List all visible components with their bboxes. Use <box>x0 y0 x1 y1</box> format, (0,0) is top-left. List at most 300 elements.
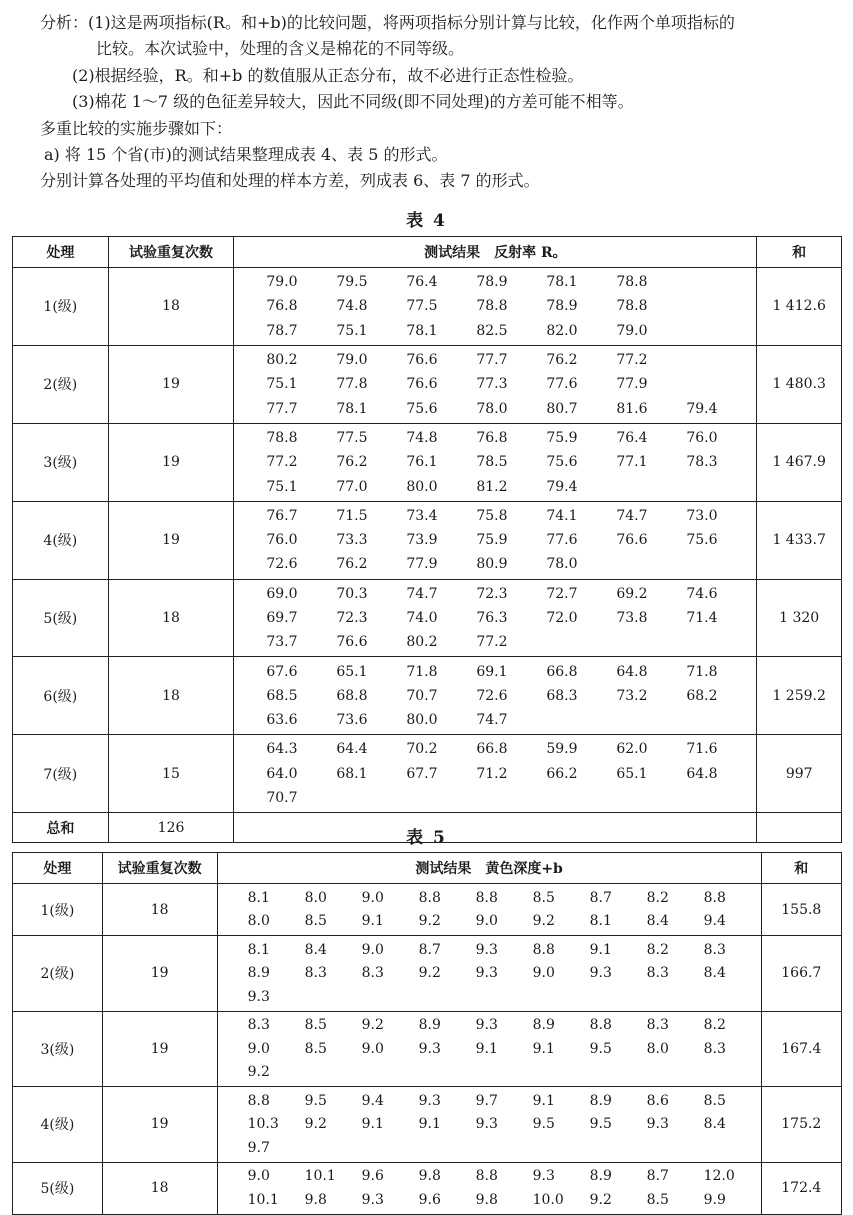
value: 9.0 <box>475 913 498 930</box>
value: 9.3 <box>475 1017 498 1034</box>
value: 64.0 <box>266 765 298 782</box>
process-cell: 2(级) <box>13 345 109 423</box>
value: 75.6 <box>686 532 718 549</box>
intro-line: 分别计算各处理的平均值和处理的样本方差，列成表 6、表 7 的形式。 <box>40 171 540 191</box>
intro-line: a) 将 15 个省(市)的测试结果整理成表 4、表 5 的形式。 <box>44 145 448 165</box>
value: 8.0 <box>646 1040 669 1057</box>
value: 10.1 <box>247 1191 279 1208</box>
table-row <box>13 345 842 423</box>
sum-cell: 1 467.9 <box>757 423 842 501</box>
value: 9.1 <box>532 1092 555 1109</box>
value: 72.6 <box>266 556 298 573</box>
value: 8.9 <box>532 1017 555 1034</box>
sum-cell: 175.2 <box>761 1087 841 1163</box>
value: 74.0 <box>406 610 438 626</box>
value: 77.6 <box>546 376 578 393</box>
value: 66.8 <box>546 663 578 680</box>
value: 76.2 <box>336 454 368 471</box>
value: 75.1 <box>336 322 368 339</box>
repeat-count-cell: 19 <box>108 423 234 501</box>
value: 73.4 <box>406 507 438 524</box>
value: 78.3 <box>686 454 718 471</box>
value: 8.8 <box>475 1168 498 1185</box>
value: 9.5 <box>532 1116 555 1133</box>
total-label: 总和 <box>13 813 109 843</box>
value: 81.2 <box>476 478 508 495</box>
value: 9.0 <box>247 1168 270 1185</box>
process-cell: 3(级) <box>13 423 109 501</box>
value: 9.7 <box>475 1092 498 1109</box>
process-cell: 7(级) <box>13 735 109 813</box>
value: 77.8 <box>336 376 368 393</box>
value: 9.3 <box>418 1092 441 1109</box>
value: 77.9 <box>406 556 438 573</box>
value: 9.3 <box>475 1116 498 1133</box>
value: 8.3 <box>703 941 726 958</box>
values-cell <box>234 735 757 813</box>
value: 77.2 <box>266 454 298 471</box>
value: 8.0 <box>304 889 327 906</box>
value: 9.3 <box>361 1191 384 1208</box>
value: 62.0 <box>616 741 648 758</box>
header-cell: 测试结果 反射率 R。 <box>234 237 757 268</box>
repeat-count-cell: 15 <box>108 735 234 813</box>
value: 75.8 <box>476 507 508 524</box>
table-row <box>13 579 842 657</box>
value: 8.9 <box>589 1168 612 1185</box>
values-cell <box>234 345 757 423</box>
value: 76.0 <box>266 532 298 549</box>
value: 73.0 <box>686 507 718 524</box>
value: 70.3 <box>336 585 368 602</box>
repeat-count-cell: 18 <box>108 268 234 346</box>
value: 71.5 <box>336 507 368 524</box>
table-row <box>13 501 842 579</box>
value: 78.1 <box>406 322 438 339</box>
repeat-count-cell: 18 <box>102 884 217 936</box>
intro-text <box>40 10 846 195</box>
value: 77.9 <box>616 376 648 393</box>
value: 76.4 <box>616 429 648 446</box>
header-cell: 处理 <box>13 853 103 884</box>
table-header-row <box>13 237 842 268</box>
value: 67.7 <box>406 765 438 782</box>
value: 9.8 <box>304 1191 327 1208</box>
value: 71.6 <box>686 741 718 758</box>
table-row <box>13 1011 842 1087</box>
repeat-count-cell: 18 <box>108 579 234 657</box>
sum-cell: 155.8 <box>761 884 841 936</box>
values-cell <box>234 423 757 501</box>
value: 77.0 <box>336 478 368 495</box>
sum-cell: 1 259.2 <box>757 657 842 735</box>
total-repeat-count: 126 <box>108 813 234 843</box>
value: 77.2 <box>616 352 648 369</box>
value: 78.5 <box>476 454 508 471</box>
value: 9.1 <box>475 1040 498 1057</box>
value: 9.0 <box>247 1040 270 1057</box>
value: 78.9 <box>476 274 508 291</box>
value: 78.0 <box>476 400 508 417</box>
value: 9.8 <box>418 1168 441 1185</box>
value: 76.6 <box>406 376 438 393</box>
value: 72.3 <box>336 610 368 626</box>
values-cell <box>217 1087 761 1163</box>
value: 71.2 <box>476 765 508 782</box>
value: 8.7 <box>589 889 612 906</box>
value: 9.2 <box>532 913 555 930</box>
repeat-count-cell: 19 <box>102 1011 217 1087</box>
value: 79.5 <box>336 274 368 291</box>
header-cell: 试验重复次数 <box>102 853 217 884</box>
value: 8.7 <box>646 1168 669 1185</box>
value: 77.1 <box>616 454 648 471</box>
process-cell: 1(级) <box>13 268 109 346</box>
value: 8.9 <box>418 1017 441 1034</box>
value: 74.8 <box>336 298 368 315</box>
values-cell <box>234 579 757 657</box>
value: 79.4 <box>546 478 578 495</box>
table-row <box>13 423 842 501</box>
value: 72.3 <box>476 585 508 602</box>
value: 75.1 <box>266 376 298 393</box>
value: 64.8 <box>686 765 718 782</box>
value: 79.0 <box>616 322 648 339</box>
repeat-count-cell: 18 <box>102 1162 217 1214</box>
header-cell: 试验重复次数 <box>108 237 234 268</box>
value: 82.5 <box>476 322 508 339</box>
value: 80.2 <box>266 352 298 369</box>
value: 80.0 <box>406 478 438 495</box>
value: 9.2 <box>418 965 441 982</box>
value: 59.9 <box>546 741 578 758</box>
value: 77.2 <box>476 634 508 651</box>
repeat-count-cell: 18 <box>108 657 234 735</box>
value: 76.2 <box>546 352 578 369</box>
value: 75.6 <box>406 400 438 417</box>
header-cell: 测试结果 黄色深度+b <box>217 853 761 884</box>
value: 80.0 <box>406 712 438 729</box>
process-cell: 3(级) <box>13 1011 103 1087</box>
value: 9.9 <box>703 1191 726 1208</box>
value: 9.5 <box>304 1092 327 1109</box>
sum-cell: 1 480.3 <box>757 345 842 423</box>
value: 72.0 <box>546 610 578 626</box>
table-row <box>13 936 842 1012</box>
value: 9.0 <box>361 1040 384 1057</box>
value: 10.3 <box>247 1116 279 1133</box>
value: 77.7 <box>266 400 298 417</box>
value: 9.2 <box>247 1064 270 1081</box>
value: 9.4 <box>703 913 726 930</box>
value: 8.3 <box>646 1017 669 1034</box>
sum-cell: 1 433.7 <box>757 501 842 579</box>
intro-line: 多重比较的实施步骤如下： <box>40 118 233 138</box>
value: 8.9 <box>247 965 270 982</box>
value: 8.5 <box>304 1017 327 1034</box>
value: 70.2 <box>406 741 438 758</box>
value: 9.1 <box>361 1116 384 1133</box>
value: 75.6 <box>546 454 578 471</box>
value: 76.0 <box>686 429 718 446</box>
value: 76.2 <box>336 556 368 573</box>
value: 66.8 <box>476 741 508 758</box>
value: 77.5 <box>406 298 438 315</box>
sum-cell: 1 412.6 <box>757 268 842 346</box>
value: 9.3 <box>532 1168 555 1185</box>
value: 8.2 <box>646 889 669 906</box>
value: 8.8 <box>703 889 726 906</box>
value: 73.3 <box>336 532 368 549</box>
value: 8.4 <box>646 913 669 930</box>
process-cell: 6(级) <box>13 657 109 735</box>
table-header-row <box>13 853 842 884</box>
value: 8.5 <box>532 889 555 906</box>
values-cell <box>234 268 757 346</box>
value: 9.6 <box>361 1168 384 1185</box>
value: 9.4 <box>361 1092 384 1109</box>
value: 74.7 <box>476 712 508 729</box>
value: 8.4 <box>304 941 327 958</box>
value: 65.1 <box>336 663 368 680</box>
value: 73.6 <box>336 712 368 729</box>
table-row <box>13 657 842 735</box>
intro-line: (3)棉花 1～7 级的色征差异较大，因此不同级(即不同处理)的方差可能不相等。 <box>72 92 634 112</box>
values-cell <box>217 1162 761 1214</box>
value: 68.3 <box>546 687 578 704</box>
value: 74.1 <box>546 507 578 524</box>
repeat-count-cell: 19 <box>108 501 234 579</box>
value: 72.6 <box>476 687 508 704</box>
value: 9.1 <box>532 1040 555 1057</box>
value: 71.8 <box>406 663 438 680</box>
value: 68.5 <box>266 687 298 704</box>
value: 8.0 <box>247 913 270 930</box>
value: 71.8 <box>686 663 718 680</box>
value: 77.5 <box>336 429 368 446</box>
value: 67.6 <box>266 663 298 680</box>
value: 63.6 <box>266 712 298 729</box>
value: 9.2 <box>304 1116 327 1133</box>
value: 9.0 <box>361 941 384 958</box>
value: 64.3 <box>266 741 298 758</box>
value: 8.4 <box>703 1116 726 1133</box>
value: 8.5 <box>703 1092 726 1109</box>
value: 8.7 <box>418 941 441 958</box>
value: 76.6 <box>616 532 648 549</box>
sum-cell: 172.4 <box>761 1162 841 1214</box>
values-cell <box>217 884 761 936</box>
value: 9.6 <box>418 1191 441 1208</box>
value: 9.1 <box>418 1116 441 1133</box>
value: 8.4 <box>703 965 726 982</box>
value: 78.1 <box>546 274 578 291</box>
table-row <box>13 884 842 936</box>
value: 80.2 <box>406 634 438 651</box>
repeat-count-cell: 19 <box>102 1087 217 1163</box>
value: 66.2 <box>546 765 578 782</box>
intro-line: 分析：(1)这是两项指标(R。和+b)的比较问题，将两项指标分别计算与比较，化作两个单项指标的 <box>40 13 735 32</box>
value: 74.8 <box>406 429 438 446</box>
value: 9.0 <box>532 965 555 982</box>
value: 76.7 <box>266 507 298 524</box>
value: 77.3 <box>476 376 508 393</box>
value: 80.9 <box>476 556 508 573</box>
value: 76.8 <box>476 429 508 446</box>
process-cell: 5(级) <box>13 1162 103 1214</box>
value: 9.3 <box>475 941 498 958</box>
value: 79.0 <box>266 274 298 291</box>
value: 65.1 <box>616 765 648 782</box>
value: 8.1 <box>589 913 612 930</box>
value: 79.0 <box>336 352 368 369</box>
value: 8.3 <box>703 1040 726 1057</box>
value: 78.8 <box>476 298 508 315</box>
value: 80.7 <box>546 400 578 417</box>
table5 <box>12 852 842 1215</box>
values-cell <box>234 657 757 735</box>
value: 74.7 <box>406 585 438 602</box>
intro-line: 比较。本次试验中，处理的含义是棉花的不同等级。 <box>96 39 465 59</box>
value: 8.8 <box>532 941 555 958</box>
value: 8.3 <box>646 965 669 982</box>
process-cell: 4(级) <box>13 1087 103 1163</box>
sum-cell: 167.4 <box>761 1011 841 1087</box>
value: 69.0 <box>266 585 298 602</box>
value: 81.6 <box>616 400 648 417</box>
value: 73.8 <box>616 610 648 626</box>
value: 9.2 <box>361 1017 384 1034</box>
header-cell: 和 <box>761 853 841 884</box>
header-cell: 处理 <box>13 237 109 268</box>
value: 8.8 <box>475 889 498 906</box>
values-cell <box>217 1011 761 1087</box>
value: 78.1 <box>336 400 368 417</box>
value: 9.3 <box>589 965 612 982</box>
value: 9.2 <box>418 913 441 930</box>
value: 73.7 <box>266 634 298 651</box>
value: 69.1 <box>476 663 508 680</box>
value: 76.6 <box>336 634 368 651</box>
value: 8.5 <box>304 913 327 930</box>
repeat-count-cell: 19 <box>108 345 234 423</box>
value: 75.9 <box>546 429 578 446</box>
value: 78.0 <box>546 556 578 573</box>
value: 71.4 <box>686 610 718 626</box>
value: 74.6 <box>686 585 718 602</box>
value: 8.5 <box>304 1040 327 1057</box>
value: 9.5 <box>589 1116 612 1133</box>
value: 68.1 <box>336 765 368 782</box>
value: 8.3 <box>361 965 384 982</box>
value: 76.4 <box>406 274 438 291</box>
value: 12.0 <box>703 1168 735 1185</box>
value: 68.8 <box>336 687 368 704</box>
table4-title: 表 4 <box>406 211 447 231</box>
sum-cell: 997 <box>757 735 842 813</box>
value: 8.1 <box>247 941 270 958</box>
process-cell: 2(级) <box>13 936 103 1012</box>
value: 78.9 <box>546 298 578 315</box>
value: 79.4 <box>686 400 718 417</box>
value: 64.8 <box>616 663 648 680</box>
value: 8.1 <box>247 889 270 906</box>
value: 8.3 <box>304 965 327 982</box>
value: 9.2 <box>589 1191 612 1208</box>
table-row <box>13 1162 842 1214</box>
table4 <box>12 236 842 843</box>
value: 8.6 <box>646 1092 669 1109</box>
value: 72.7 <box>546 585 578 602</box>
table5-title: 表 5 <box>406 828 447 848</box>
value: 82.0 <box>546 322 578 339</box>
value: 8.8 <box>247 1092 270 1109</box>
value: 78.8 <box>266 429 298 446</box>
value: 9.0 <box>361 889 384 906</box>
repeat-count-cell: 19 <box>102 936 217 1012</box>
sum-cell: 166.7 <box>761 936 841 1012</box>
values-cell <box>217 936 761 1012</box>
value: 9.1 <box>361 913 384 930</box>
value: 8.2 <box>703 1017 726 1034</box>
value: 77.6 <box>546 532 578 549</box>
value: 76.8 <box>266 298 298 315</box>
header-cell: 和 <box>757 237 842 268</box>
value: 78.8 <box>616 274 648 291</box>
value: 78.7 <box>266 322 298 339</box>
value: 74.7 <box>616 507 648 524</box>
sum-cell: 1 320 <box>757 579 842 657</box>
value: 70.7 <box>266 790 298 807</box>
value: 76.1 <box>406 454 438 471</box>
value: 76.3 <box>476 610 508 626</box>
value: 9.3 <box>475 965 498 982</box>
intro-line: (2)根据经验，R。和+b 的数值服从正态分布，故不必进行正态性检验。 <box>72 65 584 85</box>
value: 8.8 <box>418 889 441 906</box>
values-cell <box>234 501 757 579</box>
process-cell: 1(级) <box>13 884 103 936</box>
value: 9.3 <box>247 988 270 1005</box>
value: 69.2 <box>616 585 648 602</box>
value: 9.1 <box>589 941 612 958</box>
process-cell: 4(级) <box>13 501 109 579</box>
value: 9.7 <box>247 1139 270 1156</box>
value: 78.8 <box>616 298 648 315</box>
value: 8.8 <box>589 1017 612 1034</box>
value: 8.9 <box>589 1092 612 1109</box>
value: 68.2 <box>686 687 718 704</box>
value: 10.0 <box>532 1191 564 1208</box>
value: 8.2 <box>646 941 669 958</box>
table-row <box>13 735 842 813</box>
value: 69.7 <box>266 610 298 626</box>
value: 9.3 <box>646 1116 669 1133</box>
value: 10.1 <box>304 1168 336 1185</box>
table-row <box>13 1087 842 1163</box>
value: 70.7 <box>406 687 438 704</box>
value: 75.9 <box>476 532 508 549</box>
value: 9.3 <box>418 1040 441 1057</box>
value: 73.2 <box>616 687 648 704</box>
value: 77.7 <box>476 352 508 369</box>
value: 76.6 <box>406 352 438 369</box>
table-row <box>13 268 842 346</box>
value: 9.8 <box>475 1191 498 1208</box>
value: 73.9 <box>406 532 438 549</box>
process-cell: 5(级) <box>13 579 109 657</box>
value: 64.4 <box>336 741 368 758</box>
value: 75.1 <box>266 478 298 495</box>
